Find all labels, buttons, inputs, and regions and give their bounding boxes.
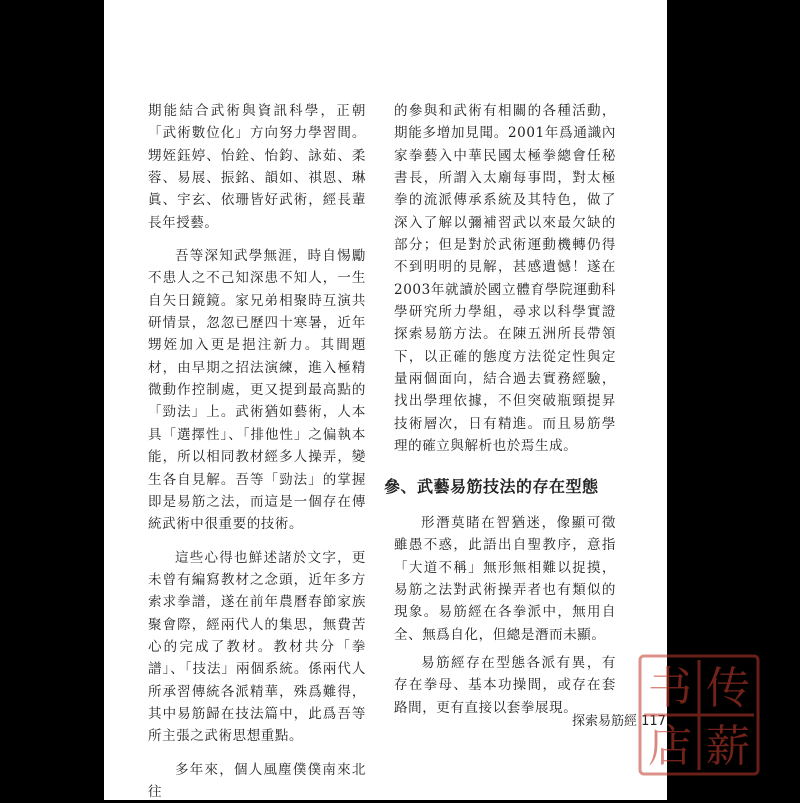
section-heading: 參、武藝易筋技法的存在型態	[384, 476, 599, 496]
seal-char: 书	[648, 663, 692, 714]
left-paragraph-3: 這些心得也鮮述諸於文字，更未曾有編寫教材之念頭，近年多方索求拳譜，遂在前年農曆春節家族聚會際，經兩代人的集思，無費苦心的完成了教材。教材共分「拳譜」、「技法」兩個系統。係兩代人所承習傳統各派精華，殊爲難得，其中易筋歸在技法篇中，此爲吾等所主張之武術思想重點。	[148, 549, 366, 745]
page-footer: 探索易筋經 117	[572, 714, 666, 729]
left-column	[148, 100, 366, 803]
left-paragraph-2: 吾等深知武學無涯，時自惕勵不患人之不己知深患不知人，一生自矢日鏡鏡。家兄弟相聚時互演共研情景，忽忽已歷四十寒暑，近年甥姪加入更是挹注新力。其間題材，由早期之招法演練，進入極精微動作控制處，更又提到最高點的「勁法」上。武術猶如藝術，人本具「選擇性」、「排他性」之偏執本能，所以相同教材經多人操弄，變生各自見解。吾等「勁法」的掌握即是易筋之法，而這是一個存在傳統武術中很重要的技術。	[148, 248, 366, 533]
bookstore-seal-logo	[634, 650, 764, 780]
book-page	[104, 0, 750, 800]
seal-char: 店	[648, 721, 692, 772]
left-paragraph-4: 多年來，個人風塵僕僕南來北往	[148, 761, 366, 800]
right-paragraph-3: 易筋經存在型態各派有異，有存在拳母、基本功操間，或存在套路間，更有直接以套拳展現。	[394, 654, 616, 716]
seal-char: 传	[706, 663, 750, 714]
right-paragraph-1: 的參與和武術有相關的各種活動，期能多增加見聞。2001年爲通識內家拳藝入中華民國太極拳總會任秘書長，所謂入太廟每事問，對太極拳的流派傳承系統及其特色，做了深入了解以彌補習武以來最欠缺的部分；但是對於武術運動機轉仍得不到明明的見解，甚感遺憾！遂在2003年就讀於國立體育學院運動科學研究所力學組，尋求以科學實證探索易筋方法。在陳五洲所長帶領下，以正確的態度方法從定性與定量兩個面向，結合過去實務經驗，找出學理依據，不但突破瓶頸提昇技術層次，日有精進。而且易筋學理的確立與解析也於焉生成。	[394, 103, 616, 455]
right-column	[384, 100, 616, 719]
seal-char: 薪	[706, 721, 750, 772]
right-paragraph-2: 形潛莫睹在智猶迷，像顯可徵雖愚不惑，此語出自聖教序，意指「大道不稱」無形無相難以捉摸，易筋之法對武術操弄者也有類似的現象。易筋經在各拳派中，無用自全、無爲自化，但總是潛而未顯。	[394, 514, 616, 643]
left-paragraph-1: 期能結合武術與資訊科學，正朝「武術數位化」方向努力學習間。甥姪鈺婷、怡銓、怡鈞、詠茹、柔蓉、易展、振銘、韻如、祺恩、琳眞、宇玄、依珊皆好武術，經長輩長年授藝。	[148, 103, 366, 231]
